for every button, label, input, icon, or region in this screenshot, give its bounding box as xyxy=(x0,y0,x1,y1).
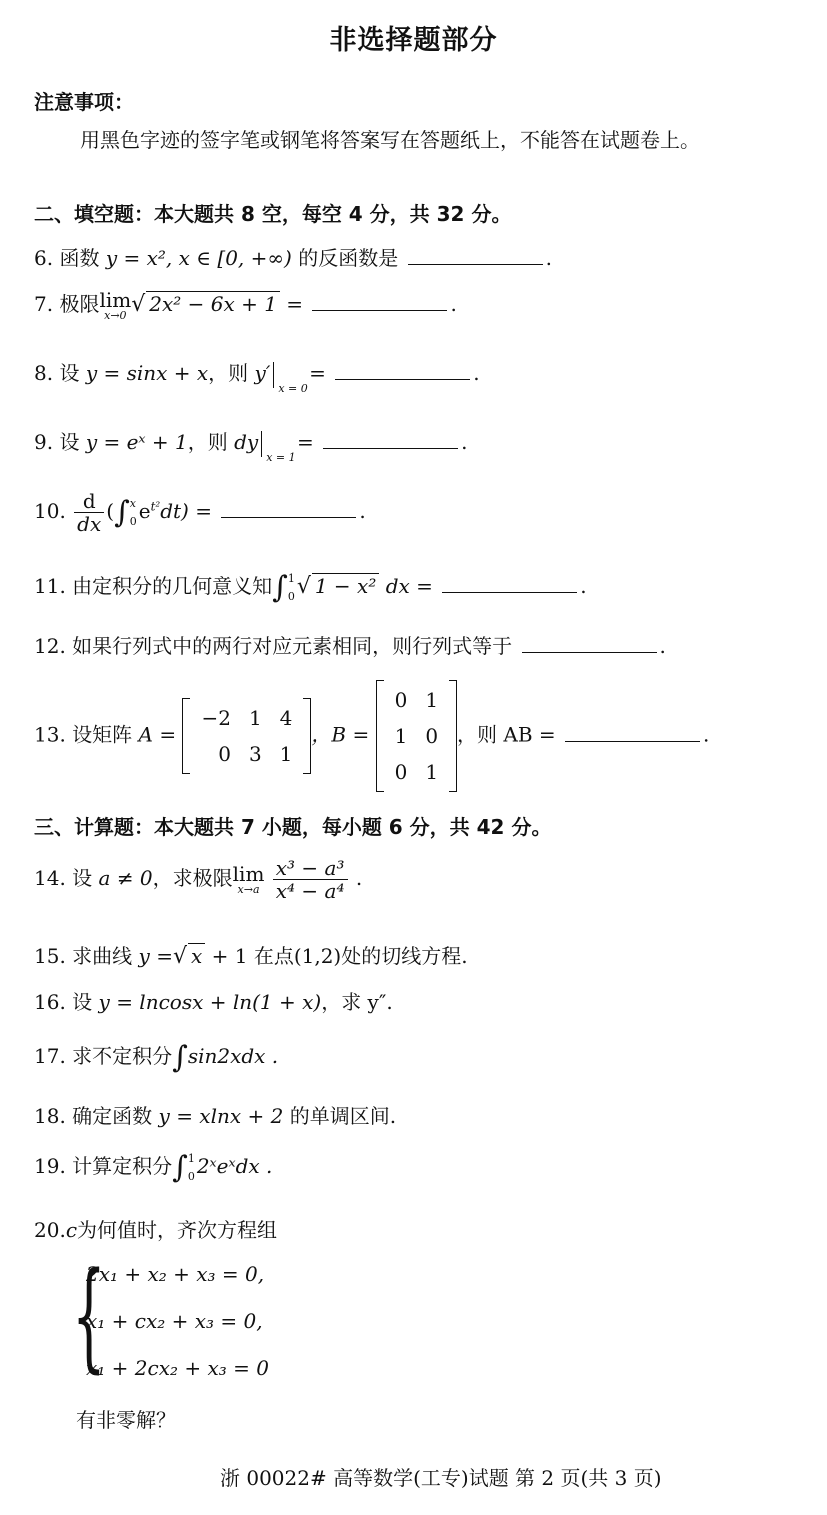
question-16: 16. 设 y = lncosx + ln(1 + x)，求 y″. xyxy=(34,990,393,1014)
question-number: 18. xyxy=(34,1104,66,1128)
question-9: 9. 设 y = eˣ + 1，则 dy x = 1 = . xyxy=(34,430,468,464)
question-10: 10. $\frac{d}{dx}$ (∫ x 0 $e^{t^2}dt$) = . xyxy=(34,489,366,536)
question-number: 10. xyxy=(34,499,66,523)
question-13: 13. 设矩阵 A = −2 1 4 0 3 1 ，B = 0 1 1 0 0 1 ，则 AB = . xyxy=(34,680,709,792)
matrix-a-cell: 1 xyxy=(279,742,293,766)
question-number: 14. xyxy=(34,866,66,890)
question-number: 19. xyxy=(34,1154,66,1179)
matrix-b-cell: 0 xyxy=(394,760,408,784)
question-6: 6. 函数 y = x², x ∈ [0, +∞) 的反函数是 . xyxy=(34,246,552,270)
answer-blank xyxy=(408,246,543,265)
question-number: 13. xyxy=(34,722,66,747)
matrix-a-cell: 4 xyxy=(279,706,293,730)
answer-blank xyxy=(335,361,470,380)
answer-blank xyxy=(442,574,577,593)
question-20-tail: 有非零解？ xyxy=(76,1408,176,1432)
matrix-a-cell: 1 xyxy=(248,706,262,730)
question-8: 8. 设 y = sinx + x，则 y′ x = 0 = . xyxy=(34,361,480,395)
matrix-b xyxy=(376,680,457,792)
question-number: 15. xyxy=(34,944,66,968)
matrix-b-row xyxy=(386,718,447,754)
question-11: 11. 由定积分的几何意义知∫ 1 0 √ 1 − x² dx = . xyxy=(34,570,587,606)
page-title: 非选择题部分 xyxy=(329,25,498,56)
question-20: 20.c为何值时，齐次方程组 xyxy=(34,1218,278,1242)
question-number: 9. xyxy=(34,430,54,454)
left-brace: { xyxy=(72,1246,106,1384)
question-number: 20. xyxy=(34,1218,66,1242)
answer-blank xyxy=(323,430,458,449)
matrix-a-row xyxy=(192,736,301,772)
question-number: 8. xyxy=(34,361,54,385)
matrix-b-cell: 0 xyxy=(425,724,439,748)
question-12: 12. 如果行列式中的两行对应元素相同，则行列式等于 . xyxy=(34,634,666,658)
answer-blank xyxy=(221,499,356,518)
matrix-b-cell: 0 xyxy=(394,688,408,712)
question-number: 17. xyxy=(34,1044,66,1068)
question-number: 12. xyxy=(34,634,66,658)
question-14: 14. 设 a ≠ 0，求极限 lim x→a $\frac{\text{x³ − a³}}{\text{x⁴ − a⁴}}$ . xyxy=(34,856,363,903)
question-7: 7. 极限 lim x→0 √ 2x² − 6x + 1 = . xyxy=(34,288,457,322)
answer-blank xyxy=(522,634,657,653)
matrix-a-cell: 0 xyxy=(218,742,231,766)
question-number: 16. xyxy=(34,990,66,1014)
matrix-b-row xyxy=(386,754,447,790)
answer-blank xyxy=(312,292,447,311)
question-number: 6. xyxy=(34,246,54,270)
equation-1: 2x₁ + x₂ + x₃ = 0, xyxy=(86,1262,265,1286)
question-number: 7. xyxy=(34,292,54,316)
question-number: 11. xyxy=(34,574,66,599)
notice-label: 注意事项： xyxy=(34,90,134,114)
matrix-a-cell: 3 xyxy=(248,742,262,766)
question-19: 19. 计算定积分∫ 1 0 2ˣeˣdx . xyxy=(34,1150,273,1186)
matrix-b-cell: 1 xyxy=(425,688,439,712)
matrix-a-cell: −2 xyxy=(201,706,231,730)
matrix-a xyxy=(182,698,311,774)
question-18: 18. 确定函数 y = xlnx + 2 的单调区间. xyxy=(34,1104,397,1128)
section-2-heading: 二、填空题：本大题共 8 空，每空 4 分，共 32 分。 xyxy=(34,202,512,226)
equation-3: x₁ + 2cx₂ + x₃ = 0 xyxy=(86,1356,269,1380)
matrix-b-cell: 1 xyxy=(394,724,408,748)
question-15: 15. 求曲线 y =√ x + 1 在点(1,2)处的切线方程. xyxy=(34,944,468,969)
section-3-heading: 三、计算题：本大题共 7 小题，每小题 6 分，共 42 分。 xyxy=(34,815,552,839)
matrix-b-cell: 1 xyxy=(425,760,439,784)
equation-2: x₁ + cx₂ + x₃ = 0, xyxy=(86,1309,263,1333)
matrix-a-row xyxy=(192,700,301,736)
notice-text: 用黑色字迹的签字笔或钢笔将答案写在答题纸上，不能答在试题卷上。 xyxy=(80,128,700,152)
matrix-b-row xyxy=(386,682,447,718)
page-footer: 浙 00022# 高等数学(工专)试题 第 2 页(共 3 页) xyxy=(220,1466,662,1490)
question-17: 17. 求不定积分∫sin2xdx . xyxy=(34,1040,279,1075)
answer-blank xyxy=(565,723,700,742)
